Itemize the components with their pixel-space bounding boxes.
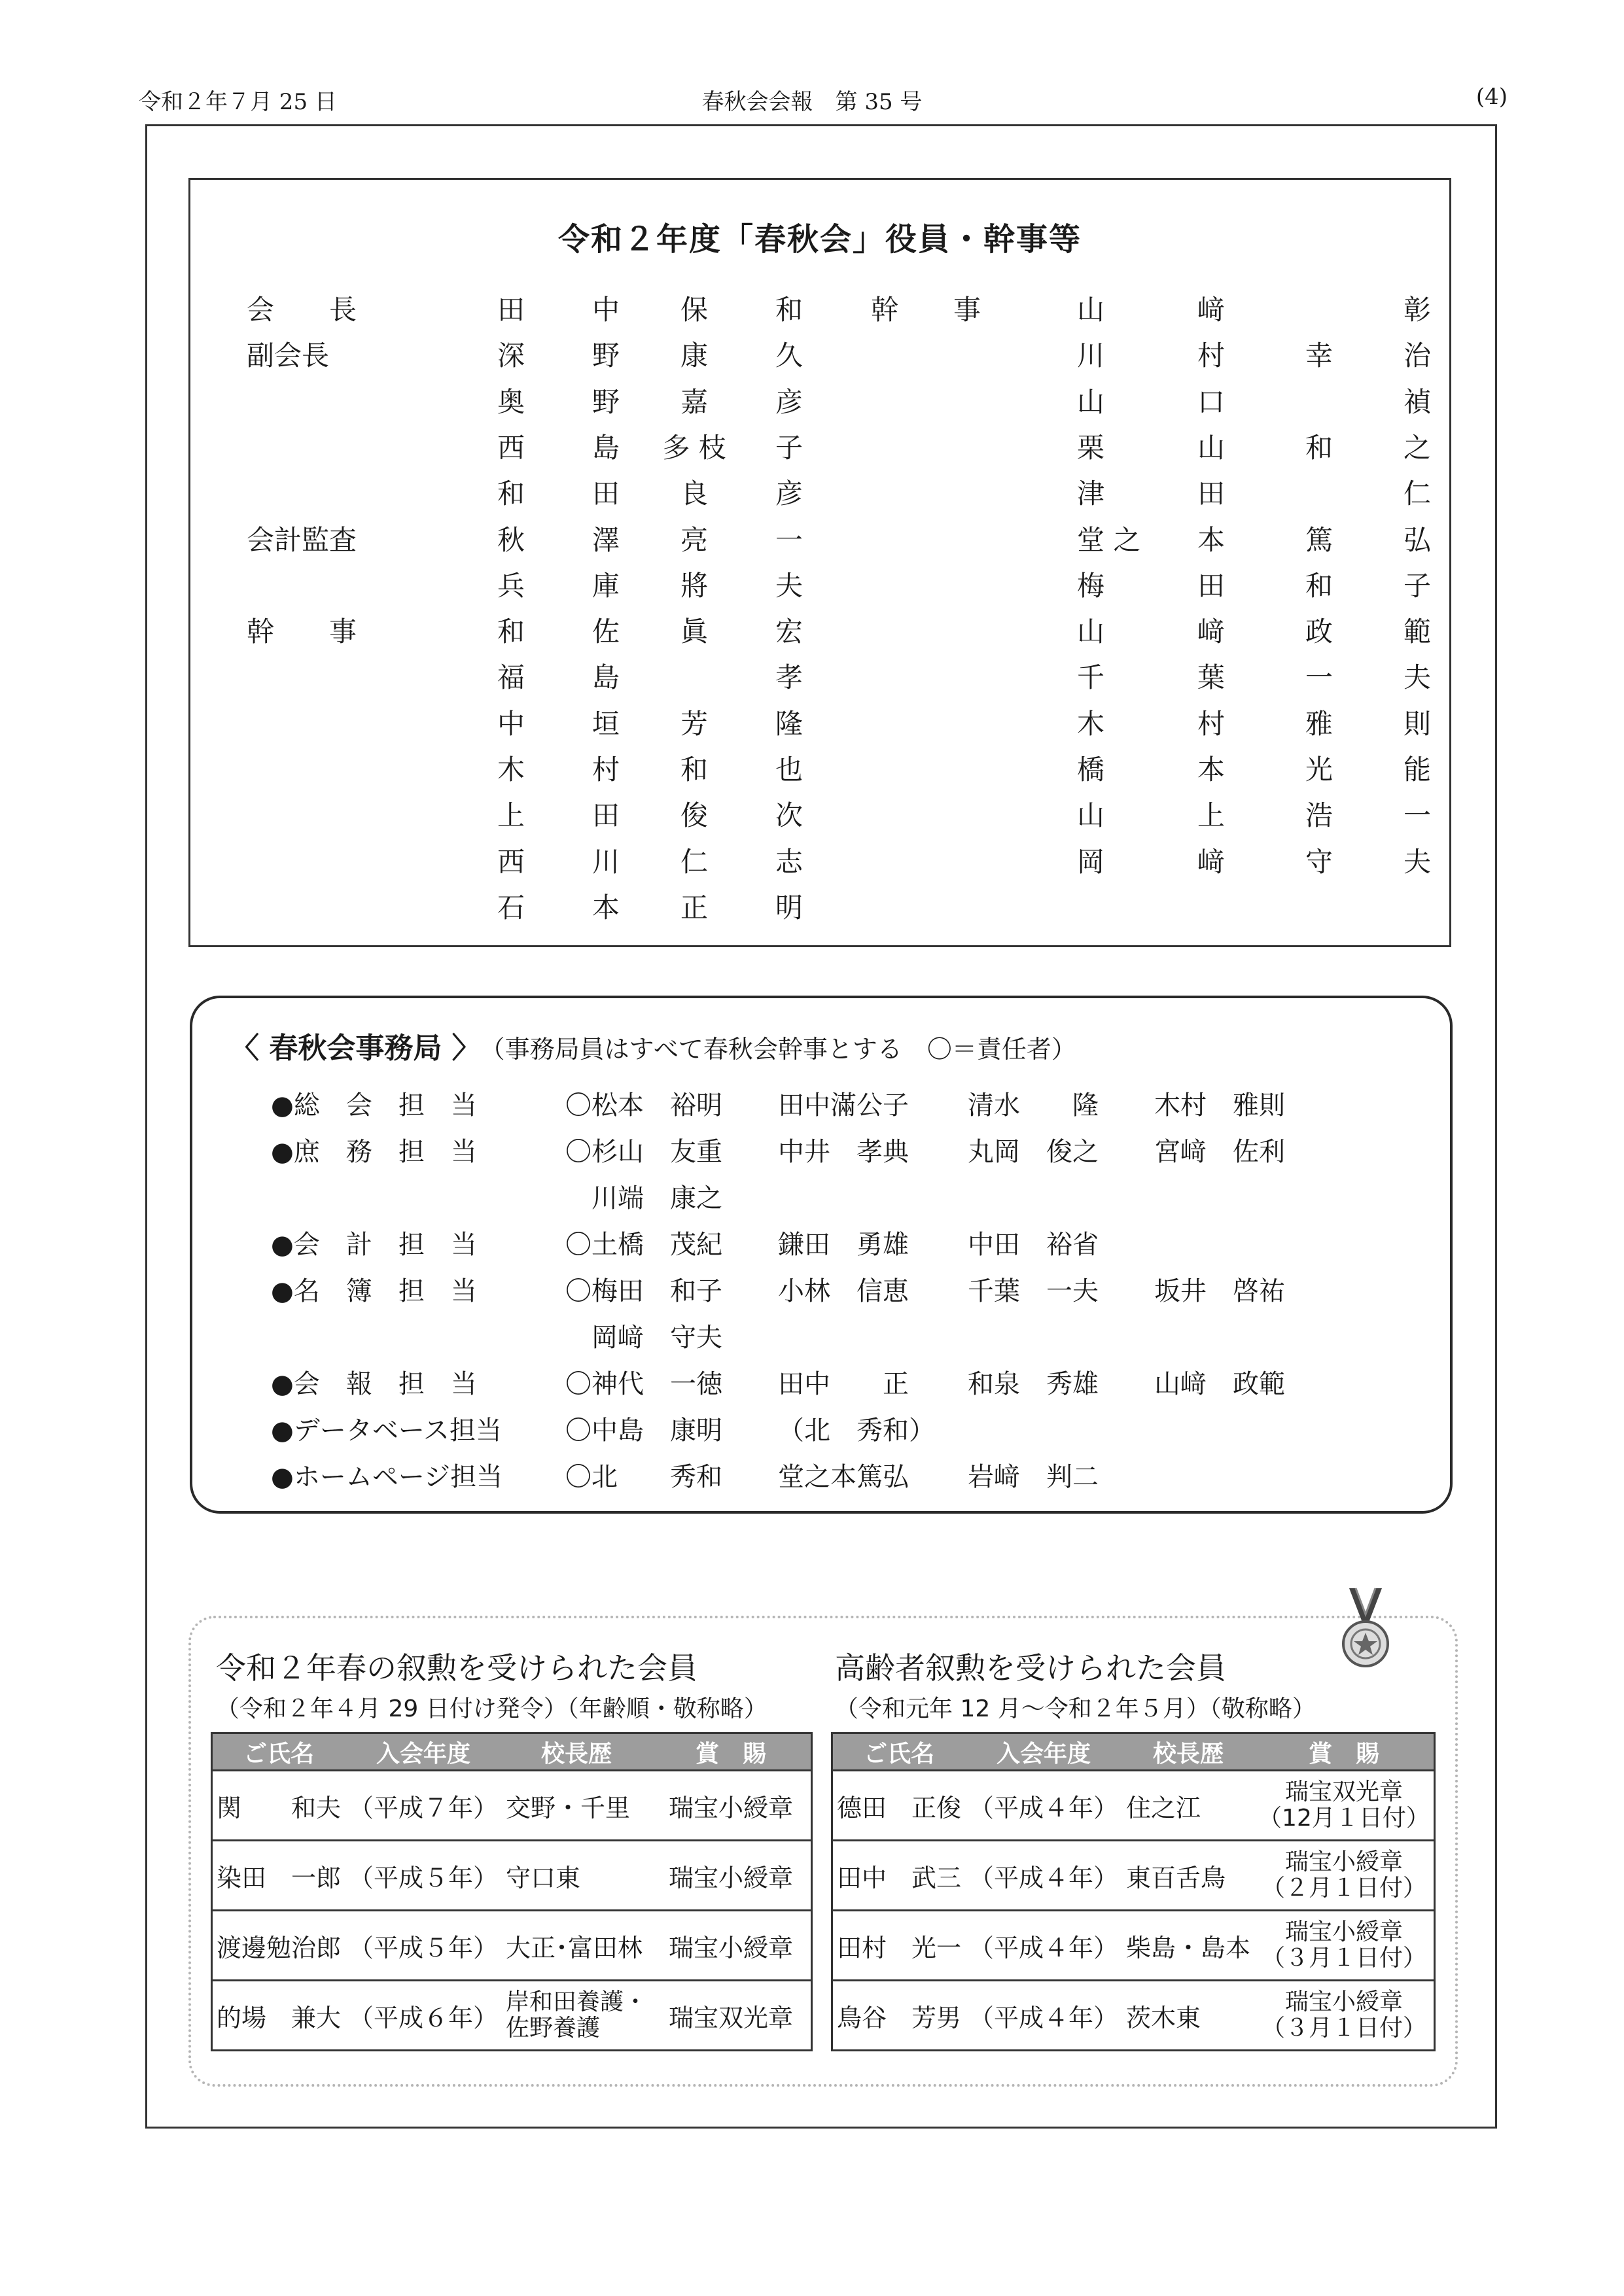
officer-name-char: 芳 (680, 707, 708, 740)
officer-name-char: 俊 (680, 799, 708, 832)
secretariat-member: 坂井 啓祐 (1154, 1276, 1285, 1306)
officer-name-char: 仁 (680, 845, 708, 878)
officer-name-char: 﨑 (1197, 845, 1225, 878)
spring-awards-subtitle: （令和２年４月 29 日付け発令）（年齢順・敬称略） (216, 1696, 768, 1722)
officer-name-char: 川 (1077, 339, 1105, 372)
principal-history: 大正･富田林 (502, 1911, 651, 1981)
officer-name-char: 範 (1403, 616, 1431, 648)
officer-name-char: 夫 (775, 569, 803, 602)
officer-name-char: 夫 (1403, 845, 1431, 878)
principal-history-line: 佐野養護 (506, 2015, 601, 2042)
officer-name-char: 兵 (497, 569, 525, 602)
award-name: 瑞宝小綬章 (669, 1793, 794, 1822)
officer-name-char: 中 (591, 294, 620, 326)
join-year: （平成７年） (345, 1771, 502, 1841)
member-name: 田中 武三 (832, 1841, 966, 1911)
secretariat-role: ●会 計 担 当 (271, 1230, 477, 1260)
secretariat-member: 山﨑 政範 (1154, 1369, 1285, 1399)
secretariat-member: 和泉 秀雄 (968, 1369, 1099, 1399)
principal-history: 柴島・島本 (1122, 1911, 1254, 1981)
officer-name-char: 﨑 (1197, 294, 1225, 326)
officer-name-char: 深 (497, 339, 525, 372)
officer-row (190, 886, 1449, 933)
officer-name-char: 西 (497, 845, 525, 878)
issue-date: 令和２年７月 25 日 (139, 89, 337, 115)
officer-name-char: 橋 (1077, 754, 1105, 786)
officer-role: 会 長 (247, 294, 357, 326)
officer-name-char: 也 (775, 754, 803, 786)
officer-name-char: 栗 (1077, 431, 1105, 464)
officer-name-char: 野 (591, 339, 620, 372)
column-header: 校長歴 (1122, 1733, 1254, 1771)
secretariat-row (192, 1363, 1450, 1409)
officer-name-char: 澤 (591, 523, 620, 556)
medal-icon (1330, 1582, 1402, 1673)
principal-history: 東百舌鳥 (1122, 1841, 1254, 1911)
member-name: 田村 光一 (832, 1911, 966, 1981)
officer-name-char: 浩 (1305, 799, 1333, 832)
officer-name-char: 和 (497, 478, 525, 510)
officer-name-char: 田 (591, 799, 620, 832)
officer-name-char: 上 (497, 799, 525, 832)
officer-role: 副会長 (247, 339, 330, 372)
officer-name-char: 福 (497, 661, 525, 694)
secretariat-member: 岩﨑 判二 (968, 1462, 1099, 1492)
join-year: （平成４年） (965, 1841, 1122, 1911)
officer-name-char: 木 (497, 754, 525, 786)
principal-history: 交野・千里 (502, 1771, 651, 1841)
elderly-awards-table (831, 1732, 1436, 2051)
officer-name-char: 明 (775, 891, 803, 924)
secretariat-row (192, 1270, 1450, 1316)
secretariat-member: 木村 雅則 (1154, 1090, 1285, 1121)
secretariat-row (192, 1410, 1450, 1455)
officer-row (190, 472, 1449, 519)
member-name: 的場 兼大 (212, 1981, 345, 2051)
spring-awards-title: 令和２年春の叙勲を受けられた会員 (216, 1650, 697, 1686)
officer-name-char: 夫 (1403, 661, 1431, 694)
officer-name-char: 山 (1077, 616, 1105, 648)
table-row (832, 1911, 1435, 1981)
member-name: 鳥谷 芳男 (832, 1981, 966, 2051)
secretariat-member: 田中滿公子 (778, 1090, 909, 1121)
secretariat-role: ●会 報 担 当 (271, 1369, 477, 1399)
officer-name-char: 守 (1305, 845, 1333, 878)
column-header: 校長歴 (502, 1733, 651, 1771)
secretariat-row (192, 1224, 1450, 1270)
officer-name-char: 久 (775, 339, 803, 372)
officer-name-char: 幸 (1305, 339, 1333, 372)
column-header: 賞 賜 (1254, 1733, 1434, 1771)
join-year: （平成６年） (345, 1981, 502, 2051)
officer-name-char: 川 (591, 845, 620, 878)
secretariat-member: 中井 孝典 (778, 1137, 909, 1167)
award (651, 1841, 811, 1911)
officer-name-char: 島 (591, 431, 620, 464)
secretariat-member: 川端 康之 (565, 1183, 722, 1213)
secretariat-member: 丸岡 俊之 (968, 1137, 1099, 1167)
award-name: 瑞宝双光章 (1284, 1779, 1403, 1805)
award-date: （12月１日付） (1258, 1805, 1430, 1832)
officer-name-char: 孝 (775, 661, 803, 694)
officer-name-char: 野 (591, 385, 620, 418)
secretariat-member: 鎌田 勇雄 (778, 1230, 909, 1260)
officer-name-char: 則 (1403, 707, 1431, 740)
join-year: （平成５年） (345, 1911, 502, 1981)
secretariat-member: 田中 正 (778, 1369, 909, 1399)
secretariat-role: ●名 簿 担 当 (271, 1276, 477, 1306)
officer-name-char: 宏 (775, 616, 803, 648)
secretariat-member: （北 秀和） (778, 1416, 935, 1446)
secretariat-row (192, 1131, 1450, 1177)
secretariat-member: 〇梅田 和子 (565, 1276, 722, 1306)
officer-name-char: 﨑 (1197, 616, 1225, 648)
officer-name-char: 彦 (775, 478, 803, 510)
table-row (832, 1771, 1435, 1841)
secretariat-member: 清水 隆 (968, 1090, 1099, 1121)
officer-name-char: 次 (775, 799, 803, 832)
officer-name-char: 秋 (497, 523, 525, 556)
award-date: （２月１日付） (1261, 1875, 1426, 1902)
secretariat-member: 岡﨑 守夫 (565, 1323, 722, 1353)
officer-name-char: 和 (497, 616, 525, 648)
secretariat-member: 堂之本篤弘 (778, 1462, 909, 1492)
officer-name-char: 堂 之 (1077, 523, 1141, 556)
secretariat-member: 〇神代 一徳 (565, 1369, 722, 1399)
secretariat-row (192, 1456, 1450, 1502)
award-date: （３月１日付） (1261, 1945, 1426, 1972)
secretariat-member: 〇北 秀和 (565, 1462, 722, 1492)
elderly-awards-title: 高齢者叙勲を受けられた会員 (835, 1650, 1226, 1686)
secretariat-title: 〈 春秋会事務局 〉 (230, 1032, 481, 1065)
officer-name-char: 津 (1077, 478, 1105, 510)
table-header-row (212, 1733, 812, 1771)
secretariat-member: 千葉 一夫 (968, 1276, 1099, 1306)
principal-history-line: 岸和田養護・ (506, 1989, 648, 2015)
award-name: 瑞宝小綬章 (1284, 1919, 1403, 1945)
officer-name-char: 子 (775, 431, 803, 464)
officer-name-char: 山 (1197, 431, 1225, 464)
secretariat-row (192, 1177, 1450, 1223)
award (1254, 1981, 1434, 2051)
officer-row (190, 288, 1449, 336)
officer-row (190, 841, 1449, 888)
officer-name-char: 田 (1197, 478, 1225, 510)
table-row (212, 1841, 812, 1911)
secretariat-role: ●ホームページ担当 (271, 1462, 503, 1492)
officer-name-char: 中 (497, 707, 525, 740)
officer-name-char: 田 (591, 478, 620, 510)
table-row (212, 1981, 812, 2051)
officer-row (190, 703, 1449, 750)
officer-name-char: 千 (1077, 661, 1105, 694)
officer-name-char: 村 (1197, 707, 1225, 740)
secretariat-member: 宮﨑 佐利 (1154, 1137, 1285, 1167)
officer-role: 幹 事 (871, 294, 981, 326)
officer-name-char: 村 (591, 754, 620, 786)
officer-name-char: 和 (1305, 431, 1333, 464)
column-header: 入会年度 (345, 1733, 502, 1771)
officer-row (190, 656, 1449, 703)
officer-name-char: 正 (680, 891, 708, 924)
officer-name-char: 治 (1403, 339, 1431, 372)
officer-name-char: 山 (1077, 385, 1105, 418)
officer-name-char: 島 (591, 661, 620, 694)
officer-name-char: 一 (1403, 799, 1431, 832)
secretariat-box (190, 996, 1453, 1514)
secretariat-role: ●庶 務 担 当 (271, 1137, 477, 1167)
officer-name-char: 本 (591, 891, 620, 924)
award-name: 瑞宝小綬章 (669, 1933, 794, 1962)
member-name: 渡邊勉治郎 (212, 1911, 345, 1981)
publication-title: 春秋会会報 第 35 号 (701, 89, 923, 115)
officer-name-char: 山 (1077, 799, 1105, 832)
award (1254, 1771, 1434, 1841)
column-header: ご氏名 (832, 1733, 966, 1771)
principal-history (502, 1981, 651, 2051)
secretariat-member: 〇松本 裕明 (565, 1090, 722, 1121)
officer-role: 幹 事 (247, 616, 357, 648)
officer-row (190, 565, 1449, 612)
officer-name-char: 上 (1197, 799, 1225, 832)
officer-name-char: 政 (1305, 616, 1333, 648)
officer-name-char: 山 (1077, 294, 1105, 326)
award (1254, 1911, 1434, 1981)
officer-name-char: 篤 (1305, 523, 1333, 556)
officer-name-char: 西 (497, 431, 525, 464)
secretariat-member: 〇中島 康明 (565, 1416, 722, 1446)
secretariat-member: 〇杉山 友重 (565, 1137, 722, 1167)
column-header: ご氏名 (212, 1733, 345, 1771)
member-name: 染田 一郎 (212, 1841, 345, 1911)
secretariat-role: ●総 会 担 当 (271, 1090, 477, 1121)
spring-awards-table (211, 1732, 813, 2051)
table-row (832, 1841, 1435, 1911)
officers-title: 令和２年度「春秋会」役員・幹事等 (557, 221, 1082, 258)
officer-role: 会計監査 (247, 523, 357, 556)
table-row (212, 1911, 812, 1981)
join-year: （平成５年） (345, 1841, 502, 1911)
page-number: (4) (1475, 84, 1508, 110)
officer-name-char: 禎 (1403, 385, 1431, 418)
officer-row (190, 426, 1449, 474)
secretariat-row (192, 1085, 1450, 1130)
officer-name-char: 之 (1403, 431, 1431, 464)
officer-name-char: 田 (1197, 569, 1225, 602)
award (1254, 1841, 1434, 1911)
officer-name-char: 田 (497, 294, 525, 326)
table-row (212, 1771, 812, 1841)
officer-name-char: 一 (775, 523, 803, 556)
officer-name-char: 亮 (680, 523, 708, 556)
table-row (832, 1981, 1435, 2051)
join-year: （平成４年） (965, 1981, 1122, 2051)
officer-name-char: 垣 (591, 707, 620, 740)
officer-name-char: 仁 (1403, 478, 1431, 510)
officer-name-char: 梅 (1077, 569, 1105, 602)
officer-name-char: 石 (497, 891, 525, 924)
officer-name-char: 彦 (775, 385, 803, 418)
officer-name-char: 和 (1305, 569, 1333, 602)
officer-name-char: 志 (775, 845, 803, 878)
officer-row (190, 794, 1449, 841)
award-name: 瑞宝小綬章 (1284, 1849, 1403, 1875)
secretariat-heading (230, 1024, 1076, 1066)
secretariat-row (192, 1317, 1450, 1363)
officer-name-char: 彰 (1403, 294, 1431, 326)
officer-name-char: 村 (1197, 339, 1225, 372)
officer-name-char: 將 (680, 569, 708, 602)
officer-name-char: 多 枝 (662, 431, 726, 464)
officer-name-char: 眞 (680, 616, 708, 648)
principal-history: 住之江 (1122, 1771, 1254, 1841)
officer-name-char: 光 (1305, 754, 1333, 786)
officer-name-char: 木 (1077, 707, 1105, 740)
officer-name-char: 和 (775, 294, 803, 326)
secretariat-note: （事務局員はすべて春秋会幹事とする 〇＝責任者） (492, 1035, 1076, 1064)
officer-name-char: 庫 (591, 569, 620, 602)
principal-history: 茨木東 (1122, 1981, 1254, 2051)
officer-row (190, 610, 1449, 657)
officer-name-char: 本 (1197, 754, 1225, 786)
award (651, 1981, 811, 2051)
elderly-awards-subtitle: （令和元年 12 月～令和２年５月）（敬称略） (835, 1696, 1316, 1722)
officer-name-char: 口 (1197, 385, 1225, 418)
secretariat-member: 小林 信恵 (778, 1276, 909, 1306)
officer-name-char: 子 (1403, 569, 1431, 602)
table-header-row (832, 1733, 1435, 1771)
officer-name-char: 嘉 (680, 385, 708, 418)
officer-name-char: 能 (1403, 754, 1431, 786)
officer-row (190, 748, 1449, 795)
officer-name-char: 葉 (1197, 661, 1225, 694)
secretariat-member: 〇土橋 茂紀 (565, 1230, 722, 1260)
officer-name-char: 隆 (775, 707, 803, 740)
award-name: 瑞宝小綬章 (669, 1863, 794, 1892)
officer-name-char: 雅 (1305, 707, 1333, 740)
principal-history: 守口東 (502, 1841, 651, 1911)
member-name: 関 和夫 (212, 1771, 345, 1841)
join-year: （平成４年） (965, 1911, 1122, 1981)
officer-name-char: 佐 (591, 616, 620, 648)
award-date: （３月１日付） (1261, 2015, 1426, 2042)
award (651, 1771, 811, 1841)
officer-row (190, 519, 1449, 566)
officer-name-char: 一 (1305, 661, 1333, 694)
officer-row (190, 334, 1449, 381)
column-header: 入会年度 (965, 1733, 1122, 1771)
award-name: 瑞宝双光章 (669, 2003, 794, 2032)
officer-name-char: 弘 (1403, 523, 1431, 556)
column-header: 賞 賜 (651, 1733, 811, 1771)
officer-name-char: 和 (680, 754, 708, 786)
officers-box (188, 178, 1451, 947)
officer-row (190, 381, 1449, 428)
secretariat-role: ●データベース担当 (271, 1416, 502, 1446)
secretariat-member: 中田 裕省 (968, 1230, 1099, 1260)
award-name: 瑞宝小綬章 (1284, 1989, 1403, 2015)
officer-name-char: 康 (680, 339, 708, 372)
officer-name-char: 奥 (497, 385, 525, 418)
award (651, 1911, 811, 1981)
officer-name-char: 保 (680, 294, 708, 326)
officer-name-char: 良 (680, 478, 708, 510)
officer-name-char: 岡 (1077, 845, 1105, 878)
officer-name-char: 本 (1197, 523, 1225, 556)
member-name: 德田 正俊 (832, 1771, 966, 1841)
join-year: （平成４年） (965, 1771, 1122, 1841)
